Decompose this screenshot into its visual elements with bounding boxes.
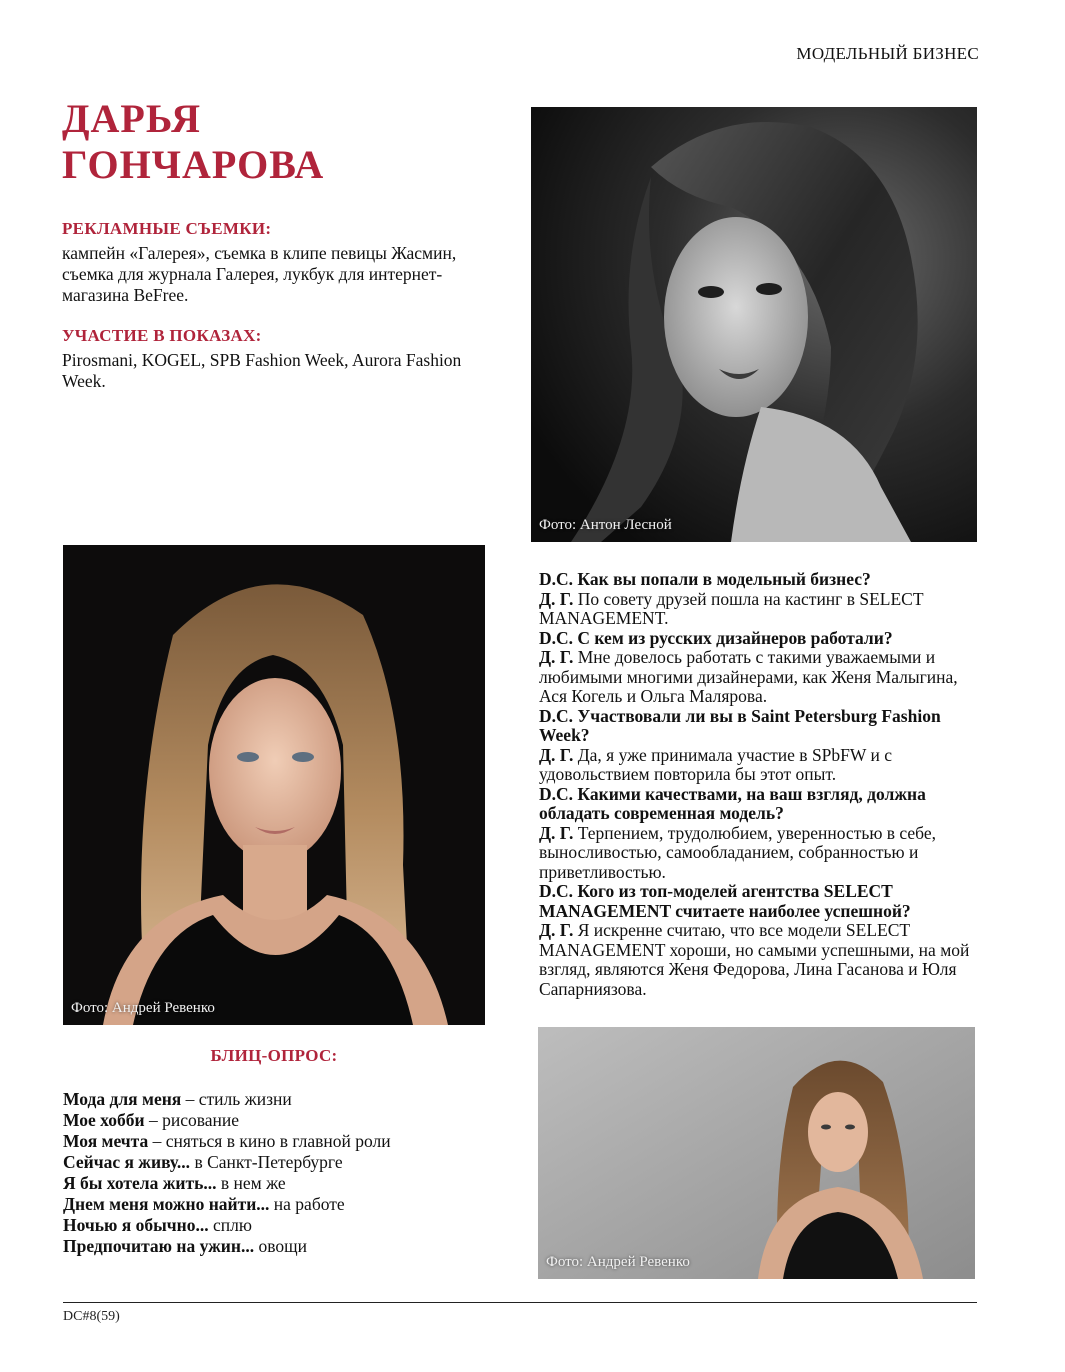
blitz-item (63, 1215, 483, 1236)
blitz-list (63, 1089, 483, 1257)
ads-section (62, 219, 482, 306)
answer-text: Я искренне считаю, что все модели SELECT MANAGEMENT хороши, но самыми успешными, на мой взгляд, являются Женя Федорова, Лина Гасанова и Юля Сапарниязова. (539, 920, 970, 999)
title-line-first-name: ДАРЬЯ (62, 96, 202, 141)
photo-portrait-bw-image (531, 107, 977, 542)
blitz-item-label: Сейчас я живу... (63, 1152, 191, 1172)
blitz-item-label: Ночью я обычно... (63, 1215, 209, 1235)
section-header: МОДЕЛЬНЫЙ БИЗНЕС (796, 44, 979, 63)
page-number: DC#8(59) (63, 1309, 120, 1324)
photo-portrait-color (63, 545, 485, 1025)
photo-portrait-color-image (63, 545, 485, 1025)
blitz-item-label: Днем меня можно найти... (63, 1194, 270, 1214)
blitz-item (63, 1110, 483, 1131)
interview-question: D.C. Как вы попали в модельный бизнес? (539, 569, 871, 589)
answer-text: Да, я уже принимала участие в SPbFW и с удовольствием повторила бы этот опыт. (539, 744, 892, 784)
blitz-item-label: Я бы хотела жить... (63, 1173, 217, 1193)
blitz-item (63, 1089, 483, 1110)
blitz-item-label: Предпочитаю на ужин... (63, 1236, 255, 1256)
blitz-item (63, 1173, 483, 1194)
interview (539, 570, 979, 999)
footer-divider (63, 1302, 977, 1303)
blitz-item-label: Мода для меня (63, 1089, 182, 1109)
title-line-last-name: ГОНЧАРОВА (62, 142, 325, 187)
blitz-item-value: сплю (208, 1215, 252, 1235)
blitz-item-value: – стиль жизни (181, 1089, 292, 1109)
blitz-item-value: в Санкт-Петербурге (190, 1152, 343, 1172)
blitz-item (63, 1131, 483, 1152)
interview-answer (539, 590, 979, 629)
answer-label: Д. Г. (539, 920, 574, 940)
answer-label: Д. Г. (539, 588, 574, 609)
photo-portrait-bw (531, 107, 977, 542)
ads-heading: РЕКЛАМНЫЕ СЪЕМКИ: (62, 219, 272, 238)
answer-label: Д. Г. (539, 822, 574, 843)
answer-label: Д. Г. (539, 647, 574, 667)
answer-label: Д. Г. (539, 744, 574, 765)
blitz-item-label: Моя мечта (63, 1131, 149, 1151)
blitz-heading: БЛИЦ-ОПРОС: (210, 1046, 338, 1065)
photo-credit-bottom: Фото: Андрей Ревенко (546, 1254, 690, 1270)
blitz-item (63, 1236, 483, 1257)
page-title (62, 96, 482, 188)
photo-credit-left: Фото: Андрей Ревенко (71, 1000, 215, 1016)
blitz-item-value: на работе (269, 1194, 345, 1214)
interview-answer (539, 921, 979, 999)
blitz-item-value: – сняться в кино в главной роли (148, 1131, 391, 1151)
blitz-item (63, 1152, 483, 1173)
interview-answer (539, 824, 979, 883)
interview-answer (539, 746, 979, 785)
blitz-item (63, 1194, 483, 1215)
interview-answer (539, 648, 979, 707)
interview-question: D.C. Участвовали ли вы в Saint Petersburg Fashion Week? (539, 705, 941, 745)
answer-text: Мне довелось работать с такими уважаемыми и любимыми многими дизайнерами, как Женя Малыгина, Ася Когель и Ольга Малярова. (539, 647, 958, 706)
answer-text: Терпением, трудолюбием, уверенностью в себе, выносливостью, самообладанием, собранностью и приветливостью. (539, 822, 936, 882)
ads-text: кампейн «Галерея», съемка в клипе певицы Жасмин, съемка для журнала Галерея, лукбук для интернет-магазина BeFree. (62, 243, 457, 305)
blitz-item-value: – рисование (144, 1110, 240, 1130)
interview-question: D.C. С кем из русских дизайнеров работали? (539, 627, 893, 648)
shows-heading: УЧАСТИЕ В ПОКАЗАХ: (62, 326, 262, 345)
shows-section (62, 326, 482, 392)
photo-seated (538, 1027, 975, 1279)
blitz-item-label: Мое хобби (63, 1110, 145, 1130)
shows-text: Pirosmani, KOGEL, SPB Fashion Week, Aurora Fashion Week. (62, 350, 462, 391)
interview-question: D.C. Кого из топ-моделей агентства SELECT MANAGEMENT считаете наиболее успешной? (539, 881, 911, 921)
photo-credit-top: Фото: Антон Лесной (539, 517, 672, 533)
blitz-item-value: в нем же (216, 1173, 286, 1193)
answer-text: По совету друзей пошла на кастинг в SELECT MANAGEMENT. (539, 588, 924, 628)
blitz-item-value: овощи (254, 1236, 307, 1256)
interview-question: D.C. Какими качествами, на ваш взгляд, должна обладать современная модель? (539, 783, 926, 823)
photo-seated-image (538, 1027, 975, 1279)
